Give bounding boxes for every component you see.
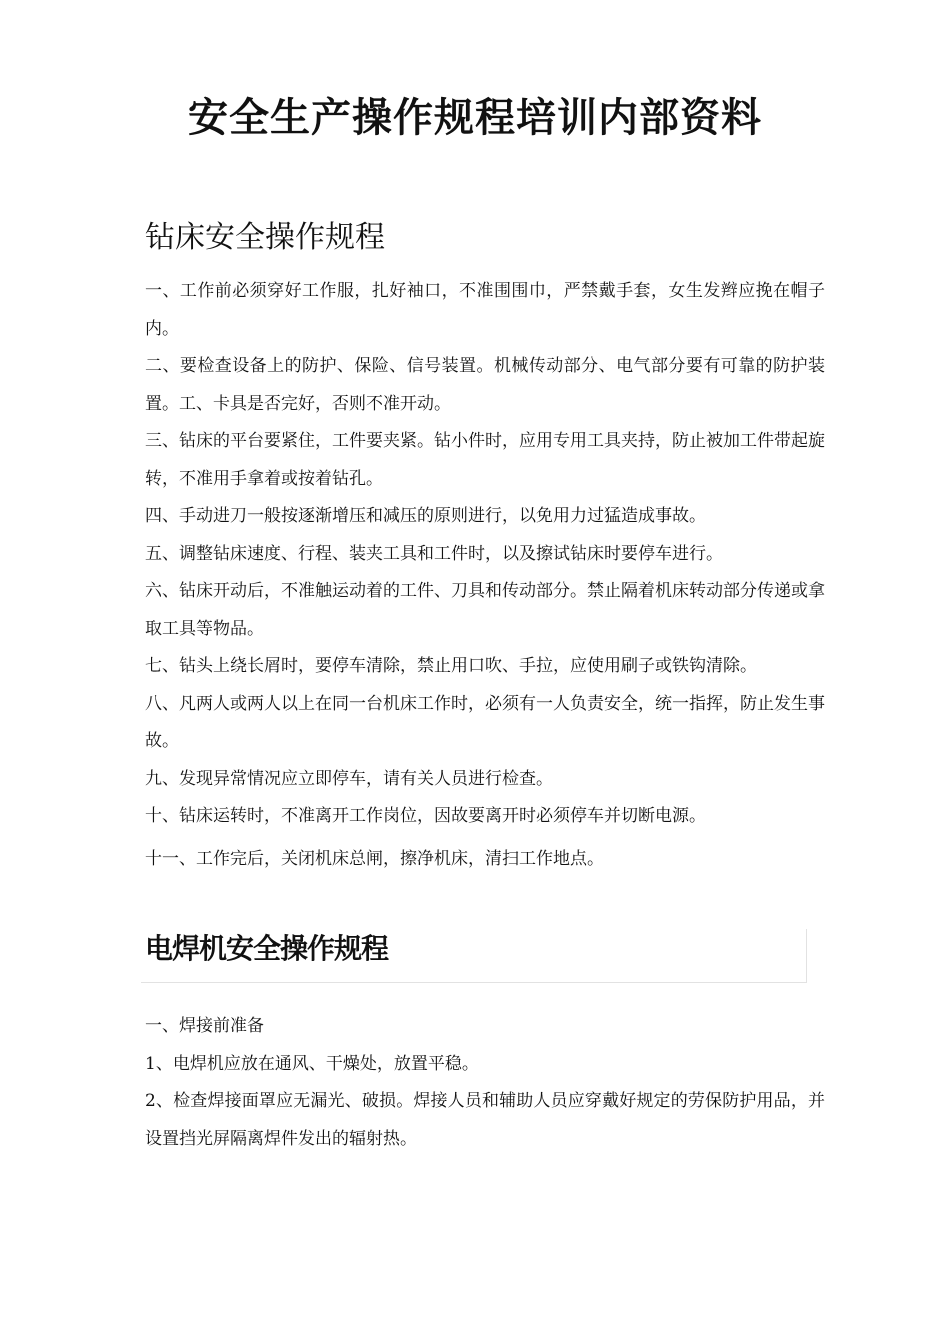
- electric-welder-rules-list: [145, 1008, 825, 1158]
- rule-item: 十、钻床运转时，不准离开工作岗位，因故要离开时必须停车并切断电源。: [145, 806, 706, 826]
- section-heading-electric-welder: 电焊机安全操作规程: [145, 932, 389, 965]
- rule-item: 2、检查焊接面罩应无漏光、破损。焊接人员和辅助人员应穿戴好规定的劳保防护用品，并设置挡光屏隔离焊件发出的辐射热。: [145, 1091, 825, 1149]
- rule-item: 三、钻床的平台要紧住，工件要夹紧。钻小件时，应用专用工具夹持，防止被加工件带起旋转，不准用手拿着或按着钻孔。: [145, 431, 825, 489]
- welder-heading-box: [141, 929, 807, 983]
- rule-item: 十一、工作完后，关闭机床总闸，擦净机床，清扫工作地点。: [145, 848, 604, 869]
- rule-item: 六、钻床开动后，不准触运动着的工件、刀具和传动部分。禁止隔着机床转动部分传递或拿取工具等物品。: [145, 581, 825, 639]
- rule-item: 八、凡两人或两人以上在同一台机床工作时，必须有一人负责安全，统一指挥，防止发生事故。: [145, 693, 825, 751]
- drill-press-rules-list: [145, 273, 825, 878]
- rule-item: 四、手动进刀一般按逐渐增压和减压的原则进行，以免用力过猛造成事故。: [145, 506, 706, 526]
- section-heading-drill-press: 钻床安全操作规程: [145, 220, 385, 255]
- rule-item: 一、焊接前准备: [145, 1016, 264, 1036]
- rule-item: 五、调整钻床速度、行程、装夹工具和工件时，以及擦试钻床时要停车进行。: [145, 543, 723, 564]
- rule-item: 1、电焊机应放在通风、干燥处，放置平稳。: [145, 1053, 479, 1074]
- document-title: 安全生产操作规程培训内部资料: [188, 94, 762, 141]
- rule-item: 一、工作前必须穿好工作服，扎好袖口，不准围围巾，严禁戴手套，女生发辫应挽在帽子内。: [145, 281, 825, 339]
- rule-item: 二、要检查设备上的防护、保险、信号装置。机械传动部分、电气部分要有可靠的防护装置。工、卡具是否完好，否则不准开动。: [145, 356, 825, 414]
- rule-item: 七、钻头上绕长屑时，要停车清除，禁止用口吹、手拉，应使用刷子或铁钩清除。: [145, 656, 757, 676]
- rule-item: 九、发现异常情况应立即停车，请有关人员进行检查。: [145, 768, 553, 789]
